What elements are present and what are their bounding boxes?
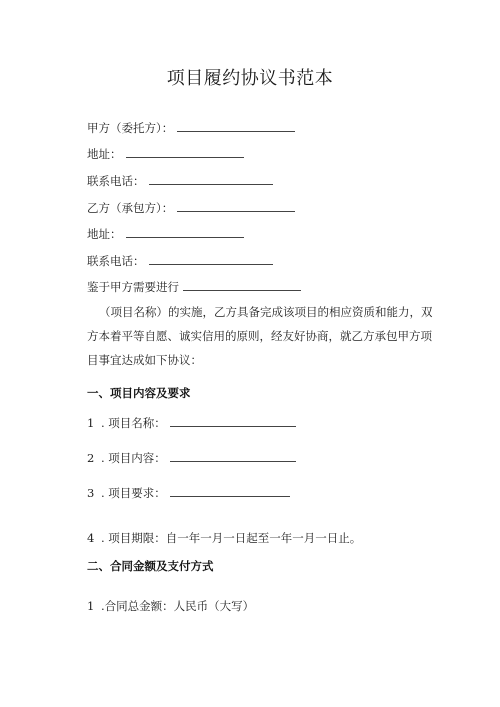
party-a-address-line (87, 146, 244, 162)
party-b-phone-label: 联系电话： (87, 254, 145, 268)
intro-label: 鉴于甲方需要进行 (87, 280, 179, 294)
section1-heading: 一、项目内容及要求 (87, 386, 191, 400)
item-number: 1 (87, 416, 95, 430)
item-number: 2 (87, 451, 95, 465)
item-label: . 项目名称： (101, 416, 166, 430)
party-a-phone-line (87, 173, 273, 189)
section1-item-1 (87, 415, 296, 431)
item-label: . 项目内容： (101, 451, 166, 465)
party-a-phone-blank[interactable] (149, 173, 273, 185)
party-b-address-blank[interactable] (126, 226, 244, 238)
project-name-field-blank[interactable] (170, 415, 296, 427)
party-a-label: 甲方（委托方）： (87, 121, 174, 135)
party-b-phone-line (87, 253, 273, 269)
party-b-line (87, 200, 295, 216)
item-label: . 项目要求： (101, 486, 166, 500)
intro-paragraph: （项目名称）的实施，乙方具备完成该项目的相应资质和能力，双方本着平等自愿、诚实信用的原则，经友好协商，就乙方承包甲方项目事宜达成如下协议： (87, 305, 433, 367)
section1-item-3 (87, 485, 290, 501)
project-content-blank[interactable] (170, 450, 296, 462)
intro-line (87, 279, 301, 295)
item-number: 4 (87, 531, 95, 545)
party-a-address-label: 地址： (87, 147, 122, 161)
section1-item-2 (87, 450, 296, 466)
party-a-address-blank[interactable] (126, 146, 244, 158)
item-number: 3 (87, 486, 95, 500)
section2-item-1 (87, 598, 254, 614)
project-requirement-blank[interactable] (170, 485, 290, 497)
party-b-address-label: 地址： (87, 227, 122, 241)
document-title: 项目履约协议书范本 (166, 68, 334, 89)
project-name-blank[interactable] (183, 279, 301, 291)
party-a-blank[interactable] (177, 120, 295, 132)
item-number: 1 (87, 599, 95, 613)
section1-item-4 (87, 530, 361, 546)
party-a-phone-label: 联系电话： (87, 174, 145, 188)
party-b-blank[interactable] (177, 200, 295, 212)
party-b-address-line (87, 226, 244, 242)
section2-heading: 二、合同金额及支付方式 (87, 559, 214, 573)
party-b-phone-blank[interactable] (149, 253, 273, 265)
item-label: . 项目期限：自一年一月一日起至一年一月一日止。 (101, 531, 362, 545)
party-b-label: 乙方（承包方）： (87, 201, 174, 215)
party-a-line (87, 120, 295, 136)
item-label: .合同总金额：人民币（大写） (101, 599, 255, 613)
